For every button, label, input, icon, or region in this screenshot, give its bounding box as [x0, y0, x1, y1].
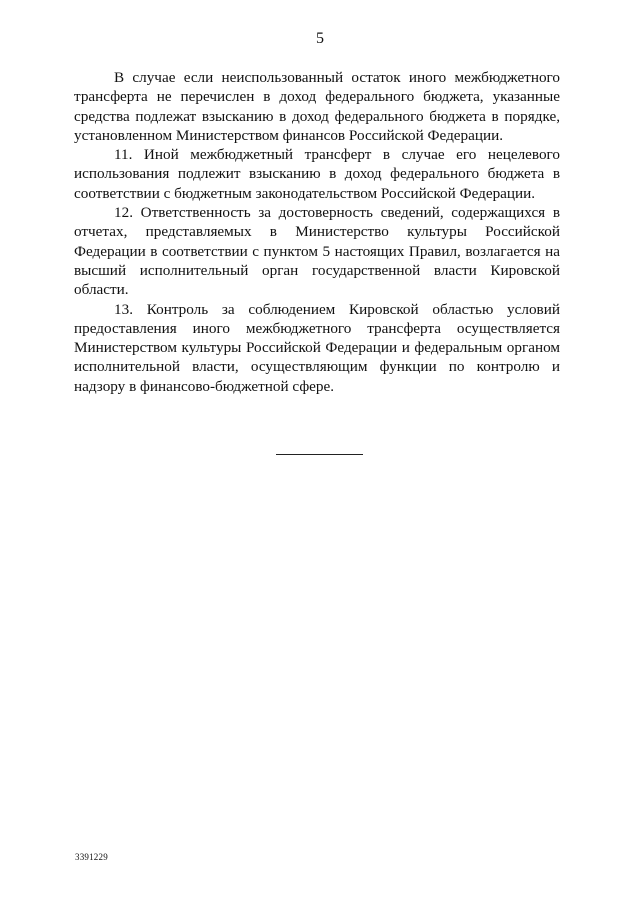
page-number: 5: [316, 30, 324, 47]
paragraph-12-responsibility: 12. Ответственность за достоверность сведений, содержащихся в отчетах, представляемых в Министерство культуры Российской Федерации в соответствии с пунктом 5 настоящих Правил, возлагается на высший исполнительный орган государственной власти Кировской области.: [74, 204, 560, 299]
document-code: 3391229: [75, 852, 108, 862]
paragraph-unused-balance: В случае если неиспользованный остаток иного межбюджетного трансферта не перечислен в доход федерального бюджета, указанные средства подлежат взысканию в доход федерального бюджета в порядке, установленном Министерством финансов Российской Федерации.: [74, 69, 560, 144]
paragraph-13-control: 13. Контроль за соблюдением Кировской областью условий предоставления иного межбюджетного трансферта осуществляется Министерством культуры Российской Федерации и федеральным органом исполнительной власти, осуществляющим функции по контролю и надзору в финансово-бюджетной сфере.: [74, 300, 560, 395]
document-body: [74, 68, 560, 396]
paragraph-11-misuse: 11. Иной межбюджетный трансферт в случае его нецелевого использования подлежит взысканию в доход федерального бюджета в соответствии с бюджетным законодательством Российской Федерации.: [74, 146, 560, 202]
end-divider: [276, 454, 363, 455]
